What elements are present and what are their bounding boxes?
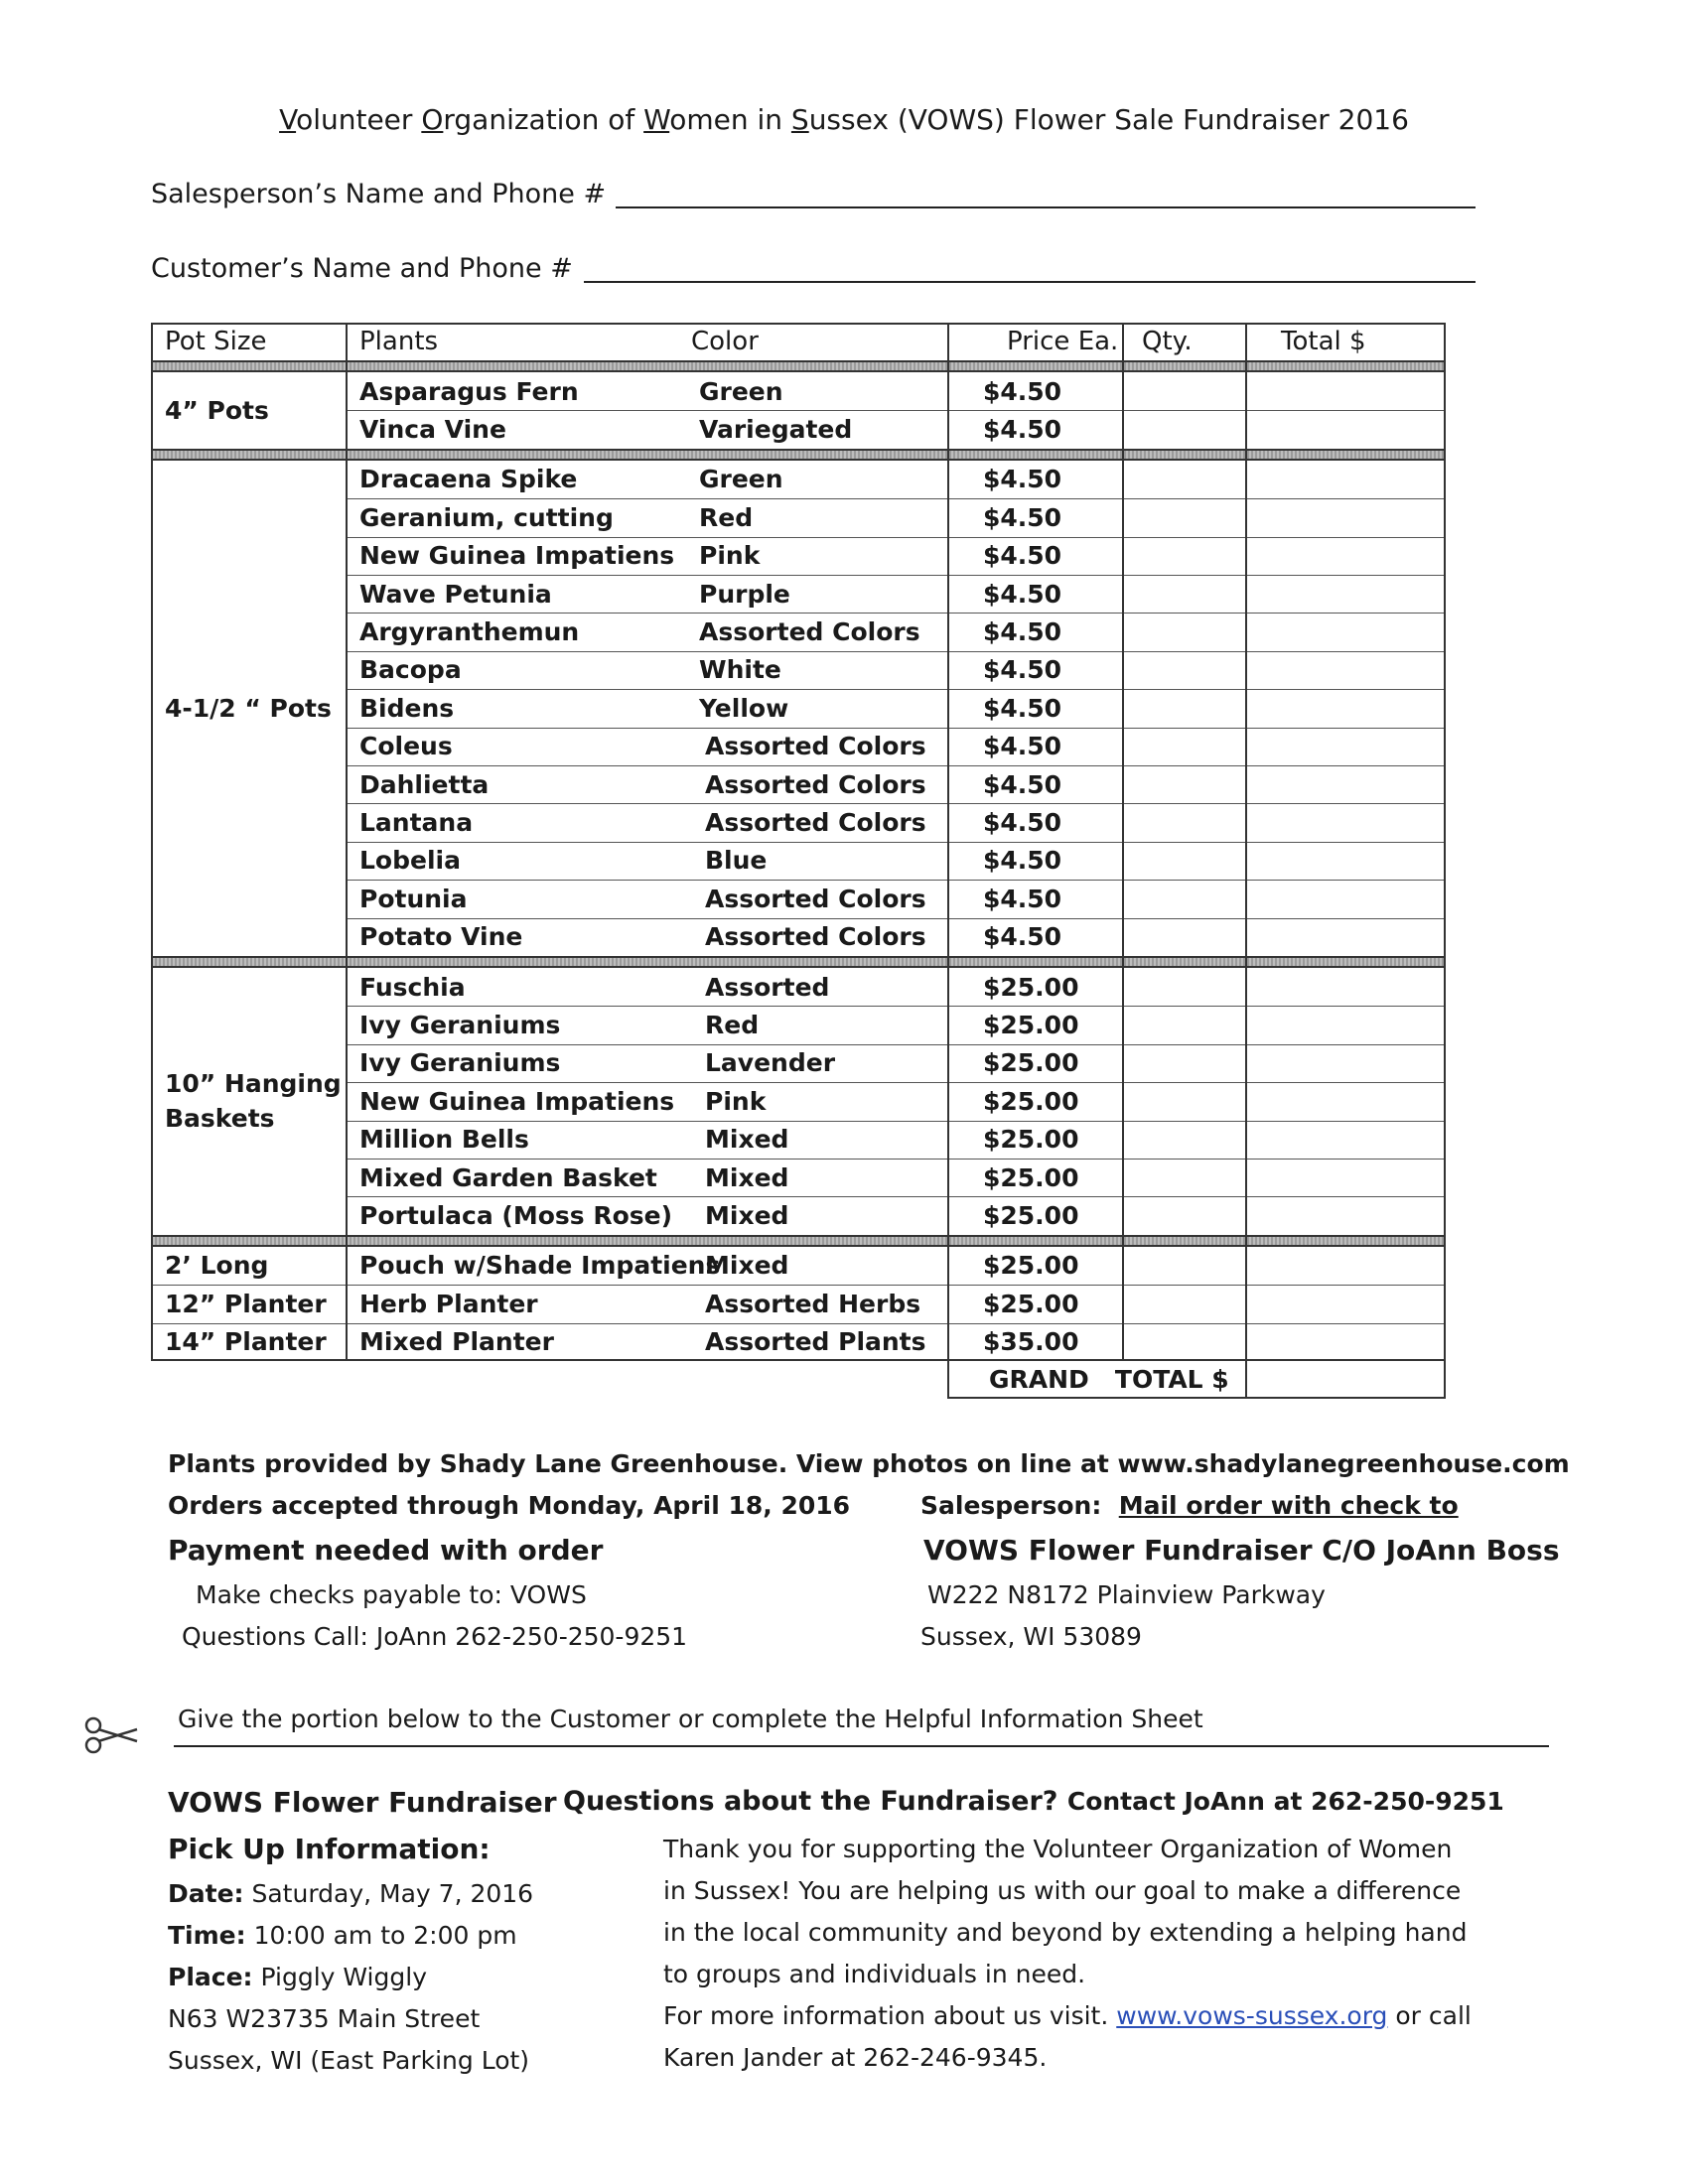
unit-price: $4.50 xyxy=(983,846,1062,876)
contact-question: Questions about the Fundraiser? Contact JoAnn at 262-250-9251 xyxy=(563,1786,1504,1817)
salesperson-field[interactable] xyxy=(616,206,1476,208)
plant-color: Assorted Plants xyxy=(705,1327,926,1357)
table-header-cell: Pot Size xyxy=(165,327,267,356)
unit-price: $4.50 xyxy=(983,617,1062,647)
table-header-cell: Color xyxy=(691,327,759,356)
unit-price: $25.00 xyxy=(983,1011,1079,1040)
unit-price: $4.50 xyxy=(983,502,1062,532)
pickup-place: Place: Piggly Wiggly xyxy=(168,1963,427,1991)
title-initial: V xyxy=(279,103,297,136)
thanks-line-2: in Sussex! You are helping us with our goal to make a difference xyxy=(663,1876,1462,1905)
pickup-org: VOWS Flower Fundraiser xyxy=(168,1786,557,1819)
unit-price: $4.50 xyxy=(983,732,1062,761)
mail-address-name: VOWS Flower Fundraiser C/O JoAnn Boss xyxy=(923,1534,1560,1567)
plant-color: Mixed xyxy=(705,1251,789,1281)
plant-name: Potato Vine xyxy=(359,922,523,952)
plant-name: Lantana xyxy=(359,808,474,838)
title-text: olunteer xyxy=(296,103,422,136)
mail-address-city: Sussex, WI 53089 xyxy=(920,1622,1142,1651)
unit-price: $25.00 xyxy=(983,1086,1079,1116)
plant-name: New Guinea Impatiens xyxy=(359,1086,675,1116)
plant-color: Red xyxy=(705,1011,760,1040)
plant-name: Fuschia xyxy=(359,972,466,1002)
unit-price: $25.00 xyxy=(983,972,1079,1002)
plant-color: Red xyxy=(699,502,754,532)
column-divider xyxy=(947,323,949,1361)
title-text: omen in xyxy=(669,103,791,136)
plant-color: Blue xyxy=(705,846,768,876)
grand-total-row xyxy=(947,1361,1446,1399)
plant-name: Vinca Vine xyxy=(359,415,506,445)
unit-price: $4.50 xyxy=(983,808,1062,838)
thanks-line-3: in the local community and beyond by extending a helping hand xyxy=(663,1918,1468,1947)
pot-size-cell: 2’ Long xyxy=(165,1251,269,1281)
plant-name: Geranium, cutting xyxy=(359,502,614,532)
plant-color: Purple xyxy=(699,579,790,609)
column-divider xyxy=(346,323,348,1361)
plant-name: Argyranthemun xyxy=(359,617,580,647)
plant-name: Bacopa xyxy=(359,655,462,685)
plant-name: Portulaca (Moss Rose) xyxy=(359,1201,673,1231)
plant-name: Lobelia xyxy=(359,846,461,876)
plant-color: Green xyxy=(699,465,783,494)
plant-name: Million Bells xyxy=(359,1125,529,1155)
unit-price: $4.50 xyxy=(983,579,1062,609)
title-text: rganization of xyxy=(443,103,644,136)
cut-instructions: Give the portion below to the Customer or complete the Helpful Information Sheet xyxy=(178,1705,1203,1733)
plant-name: Mixed Planter xyxy=(359,1327,554,1357)
grand-total-field[interactable] xyxy=(1245,1361,1247,1397)
title-initial: S xyxy=(790,103,809,136)
orders-deadline: Orders accepted through Monday, April 18, 2016 xyxy=(168,1491,851,1520)
payment-note: Payment needed with order xyxy=(168,1534,604,1567)
plant-name: Pouch w/Shade Impatiens xyxy=(359,1251,721,1281)
pot-size-line: Baskets xyxy=(165,1104,275,1134)
plant-name: Ivy Geraniums xyxy=(359,1011,561,1040)
plant-name: Potunia xyxy=(359,884,468,913)
pickup-city: Sussex, WI (East Parking Lot) xyxy=(168,2046,530,2075)
plant-color: Assorted Herbs xyxy=(705,1289,921,1318)
scissors-icon xyxy=(83,1715,139,1755)
unit-price: $25.00 xyxy=(983,1048,1079,1078)
unit-price: $25.00 xyxy=(983,1125,1079,1155)
salesperson-mail-note: Salesperson: Mail order with check to xyxy=(920,1491,1459,1520)
plant-color: Mixed xyxy=(705,1201,789,1231)
vows-website-link[interactable]: www.vows-sussex.org xyxy=(1116,2001,1388,2030)
plant-color: Pink xyxy=(699,541,761,571)
unit-price: $4.50 xyxy=(983,541,1062,571)
plant-name: New Guinea Impatiens xyxy=(359,541,675,571)
table-header-cell: Plants xyxy=(359,327,439,356)
thanks-line-4: to groups and individuals in need. xyxy=(663,1960,1086,1988)
unit-price: $4.50 xyxy=(983,415,1062,445)
plant-name: Wave Petunia xyxy=(359,579,552,609)
title-text: ussex (VOWS) Flower Sale Fundraiser 2016 xyxy=(808,103,1409,136)
pot-size-line: 4” Pots xyxy=(165,395,269,425)
pickup-date: Date: Saturday, May 7, 2016 xyxy=(168,1879,534,1908)
table-header-cell: Total $ xyxy=(1281,327,1366,356)
unit-price: $4.50 xyxy=(983,465,1062,494)
mail-address-street: W222 N8172 Plainview Parkway xyxy=(927,1580,1326,1609)
plant-name: Dracaena Spike xyxy=(359,465,578,494)
plant-color: Assorted Colors xyxy=(705,769,926,799)
plant-color: White xyxy=(699,655,781,685)
plant-name: Herb Planter xyxy=(359,1289,538,1318)
pickup-street: N63 W23735 Main Street xyxy=(168,2004,481,2033)
karen-contact: Karen Jander at 262-246-9345. xyxy=(663,2043,1048,2072)
customer-label: Customer’s Name and Phone # xyxy=(151,253,573,284)
plant-color: Mixed xyxy=(705,1125,789,1155)
plant-name: Bidens xyxy=(359,693,455,723)
plant-color: Yellow xyxy=(699,693,789,723)
unit-price: $4.50 xyxy=(983,769,1062,799)
plant-name: Ivy Geraniums xyxy=(359,1048,561,1078)
plant-color: Assorted Colors xyxy=(699,617,920,647)
plant-color: Variegated xyxy=(699,415,853,445)
plant-color: Mixed xyxy=(705,1162,789,1192)
pot-size-cell: 12” Planter xyxy=(165,1289,327,1318)
unit-price: $4.50 xyxy=(983,922,1062,952)
column-divider xyxy=(1245,323,1247,1361)
unit-price: $4.50 xyxy=(983,884,1062,913)
pickup-time: Time: 10:00 am to 2:00 pm xyxy=(168,1921,517,1950)
plant-color: Assorted Colors xyxy=(705,922,926,952)
unit-price: $35.00 xyxy=(983,1327,1079,1357)
plant-name: Asparagus Fern xyxy=(359,376,579,406)
customer-field[interactable] xyxy=(584,281,1476,283)
plant-color: Pink xyxy=(705,1086,767,1116)
plant-color: Assorted Colors xyxy=(705,808,926,838)
pot-size-line: 4-1/2 “ Pots xyxy=(165,693,332,723)
plant-color: Lavender xyxy=(705,1048,836,1078)
pickup-heading: Pick Up Information: xyxy=(168,1833,491,1865)
plant-color: Green xyxy=(699,376,783,406)
unit-price: $25.00 xyxy=(983,1289,1079,1318)
table-header-cell: Price Ea. xyxy=(1007,327,1119,356)
table-header-cell: Qty. xyxy=(1142,327,1193,356)
unit-price: $4.50 xyxy=(983,376,1062,406)
plant-color: Assorted Colors xyxy=(705,732,926,761)
plant-color: Assorted Colors xyxy=(705,884,926,913)
unit-price: $25.00 xyxy=(983,1162,1079,1192)
title-initial: W xyxy=(643,103,670,136)
more-info-line: For more information about us visit. www.vows-sussex.org or call xyxy=(663,2001,1472,2030)
plant-color: Assorted xyxy=(705,972,830,1002)
thanks-line-1: Thank you for supporting the Volunteer Organization of Women xyxy=(663,1835,1453,1863)
unit-price: $25.00 xyxy=(983,1251,1079,1281)
plant-name: Dahlietta xyxy=(359,769,490,799)
unit-price: $25.00 xyxy=(983,1201,1079,1231)
plant-name: Mixed Garden Basket xyxy=(359,1162,657,1192)
pot-size-line: 10” Hanging xyxy=(165,1069,342,1099)
unit-price: $4.50 xyxy=(983,655,1062,685)
grand-total-label: GRAND TOTAL $ xyxy=(989,1364,1229,1394)
form-title xyxy=(0,103,1688,136)
checks-payable: Make checks payable to: VOWS xyxy=(196,1580,587,1609)
title-initial: O xyxy=(421,103,444,136)
questions-call: Questions Call: JoAnn 262-250-250-9251 xyxy=(182,1622,688,1651)
column-divider xyxy=(1122,323,1124,1361)
unit-price: $4.50 xyxy=(983,693,1062,723)
cut-line xyxy=(174,1745,1549,1747)
pot-size-cell: 14” Planter xyxy=(165,1327,327,1357)
plant-name: Coleus xyxy=(359,732,453,761)
provided-note: Plants provided by Shady Lane Greenhouse. View photos on line at www.shadylanegreenhouse.com xyxy=(168,1449,1570,1478)
salesperson-label: Salesperson’s Name and Phone # xyxy=(151,179,607,209)
